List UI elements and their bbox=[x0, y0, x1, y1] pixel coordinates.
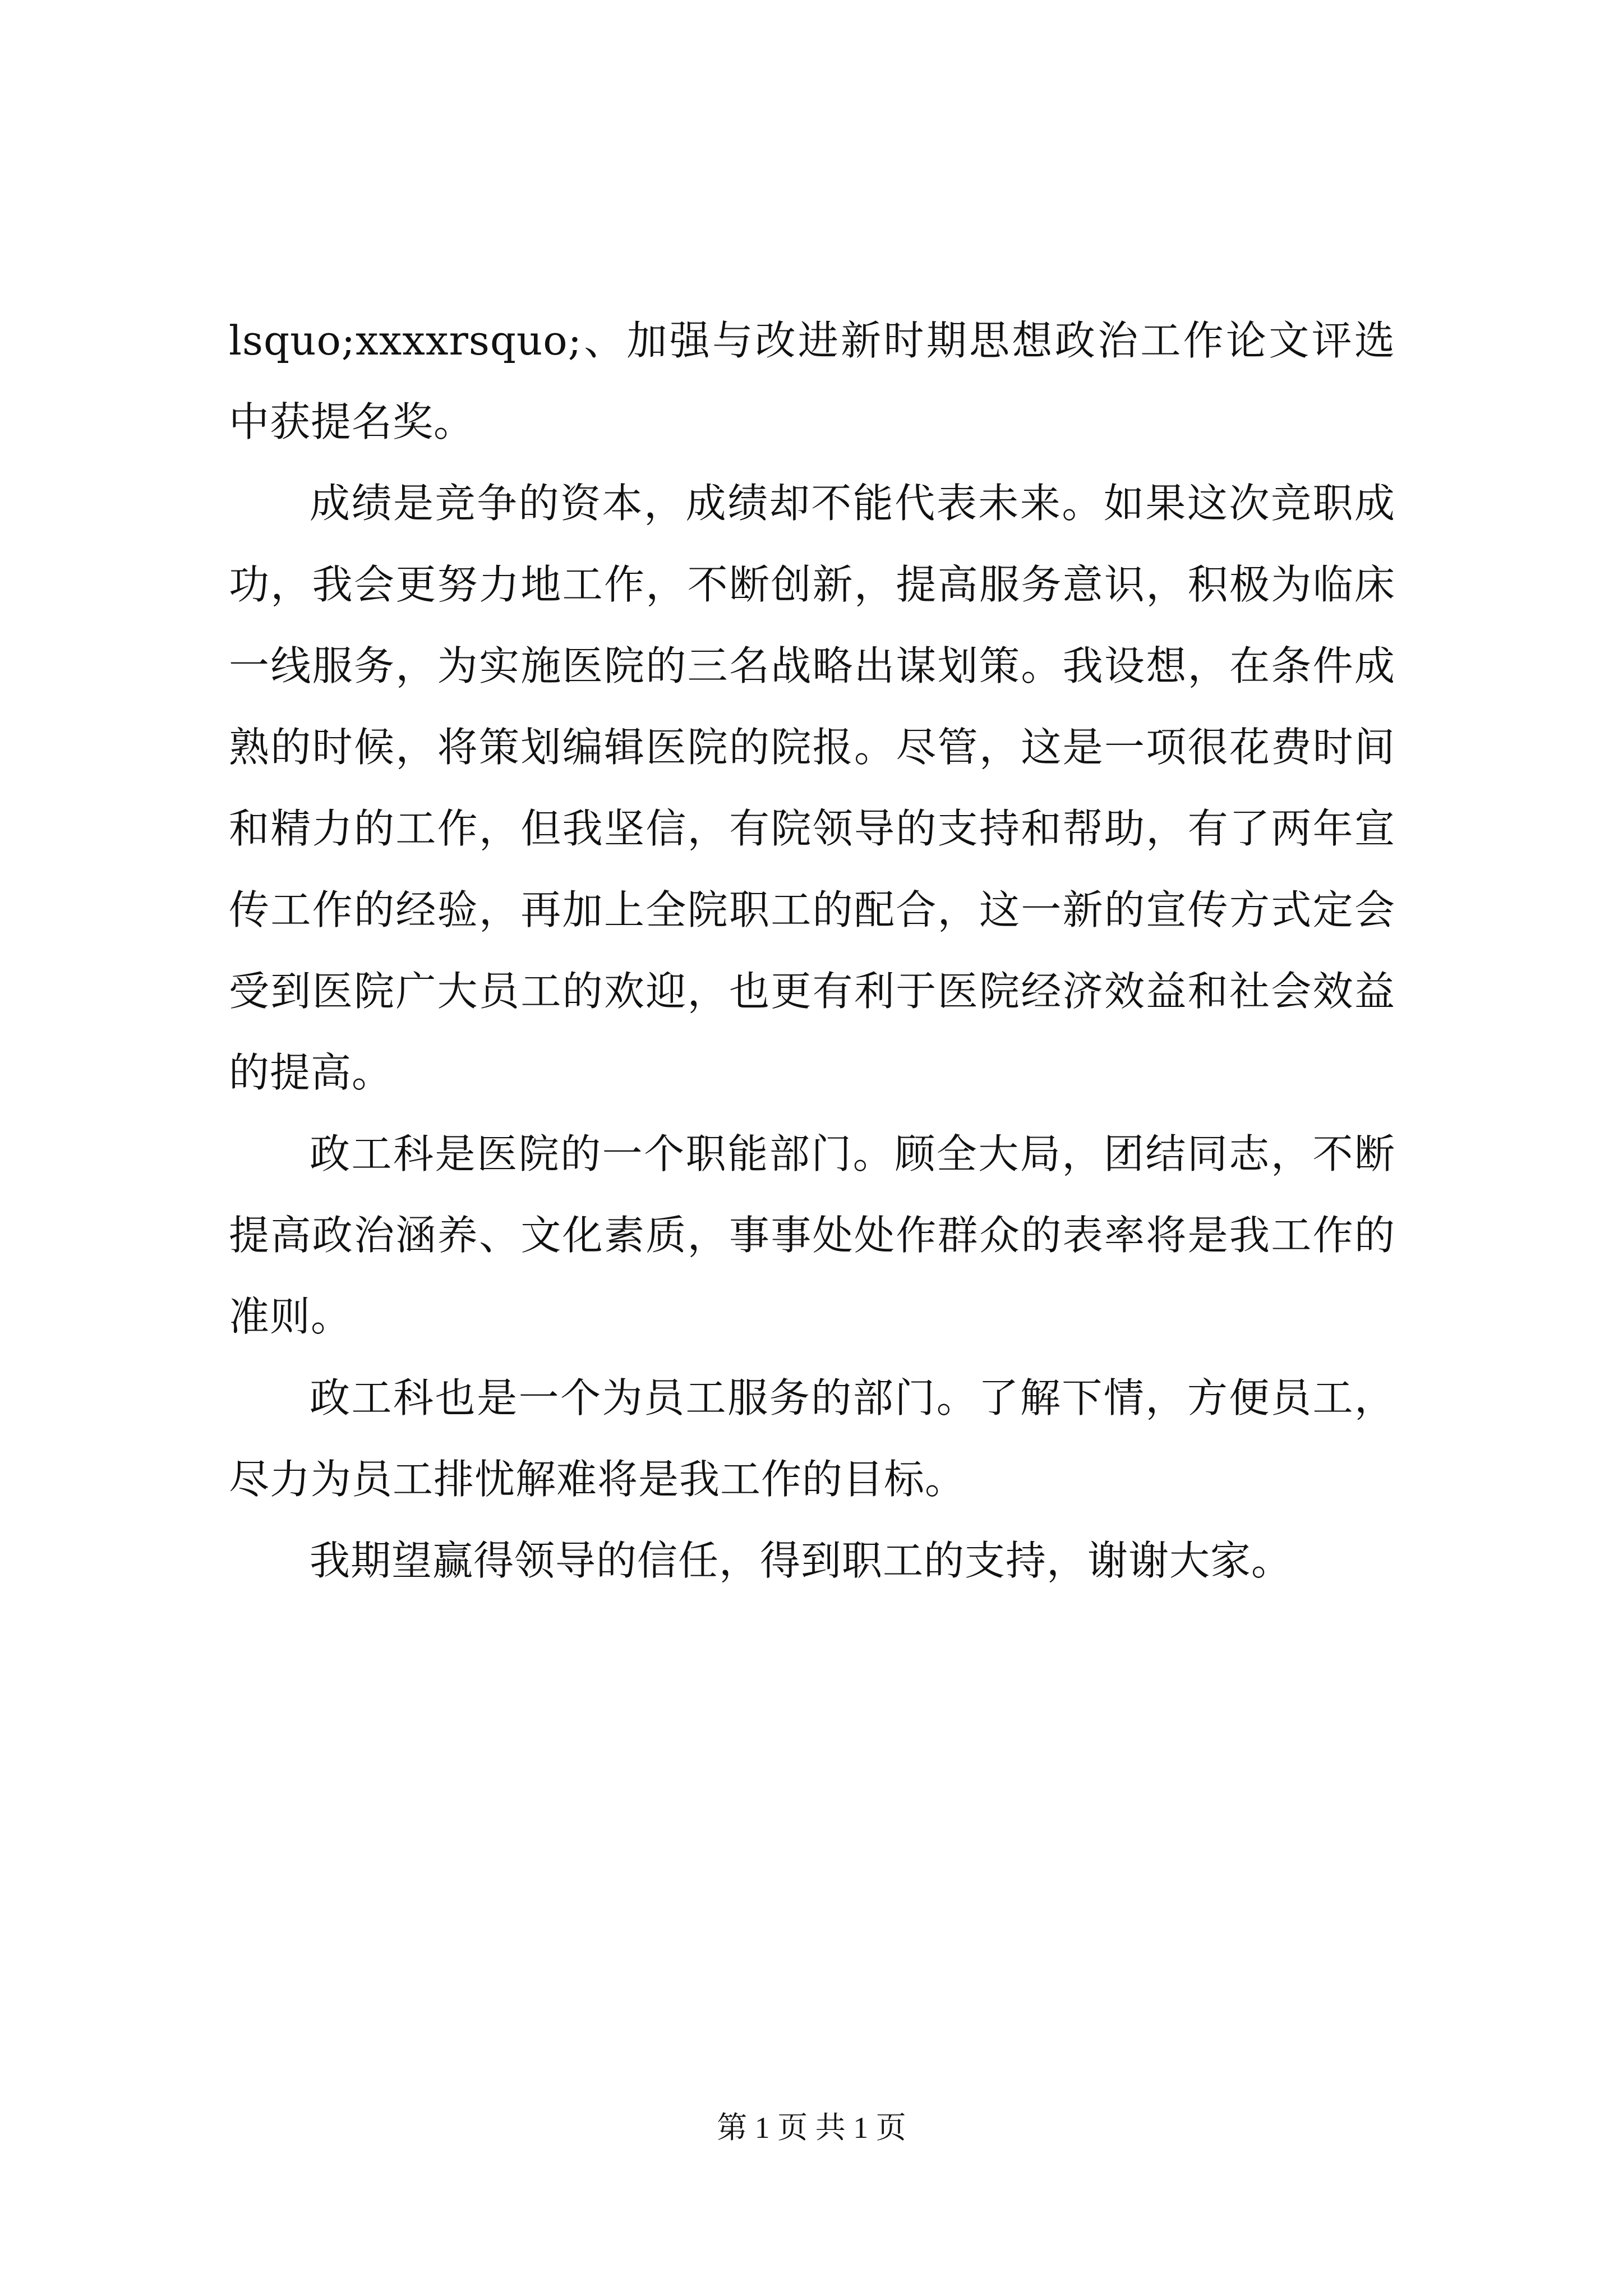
paragraph-closing: 我期望赢得领导的信任，得到职工的支持，谢谢大家。 bbox=[310, 1537, 1293, 1584]
paragraph-plans: 成绩是竞争的资本，成绩却不能代表未来。如果这次竞职成功，我会更努力地工作，不断创新，提高服务意识，积极为临床一线服务，为实施医院的三名战略出谋划策。我设想，在条件成熟的时候，将策划编辑医院的院报。尽管，这是一项很花费时间和精力的工作，但我坚信，有院领导的支持和帮助，有了两年宣传工作的经验，再加上全院职工的配合，这一新的宣传方式定会受到医院广大员工的欢迎，也更有利于医院经济效益和社会效益的提高。 bbox=[229, 480, 1395, 1096]
page-number-footer: 第 1 页 共 1 页 bbox=[717, 2111, 906, 2145]
paragraph-department-role: 政工科是医院的一个职能部门。顾全大局，团结同志，不断提高政治涵养、文化素质，事事处处作群众的表率将是我工作的准则。 bbox=[229, 1130, 1395, 1340]
paragraph-award: lsquo;xxxxrsquo;、加强与改进新时期思想政治工作论文评选中获提名奖。 bbox=[229, 317, 1395, 445]
paragraph-service-goal: 政工科也是一个为员工服务的部门。了解下情，方便员工，尽力为员工排忧解难将是我工作的目标。 bbox=[229, 1374, 1395, 1503]
document-body bbox=[229, 300, 1395, 1602]
